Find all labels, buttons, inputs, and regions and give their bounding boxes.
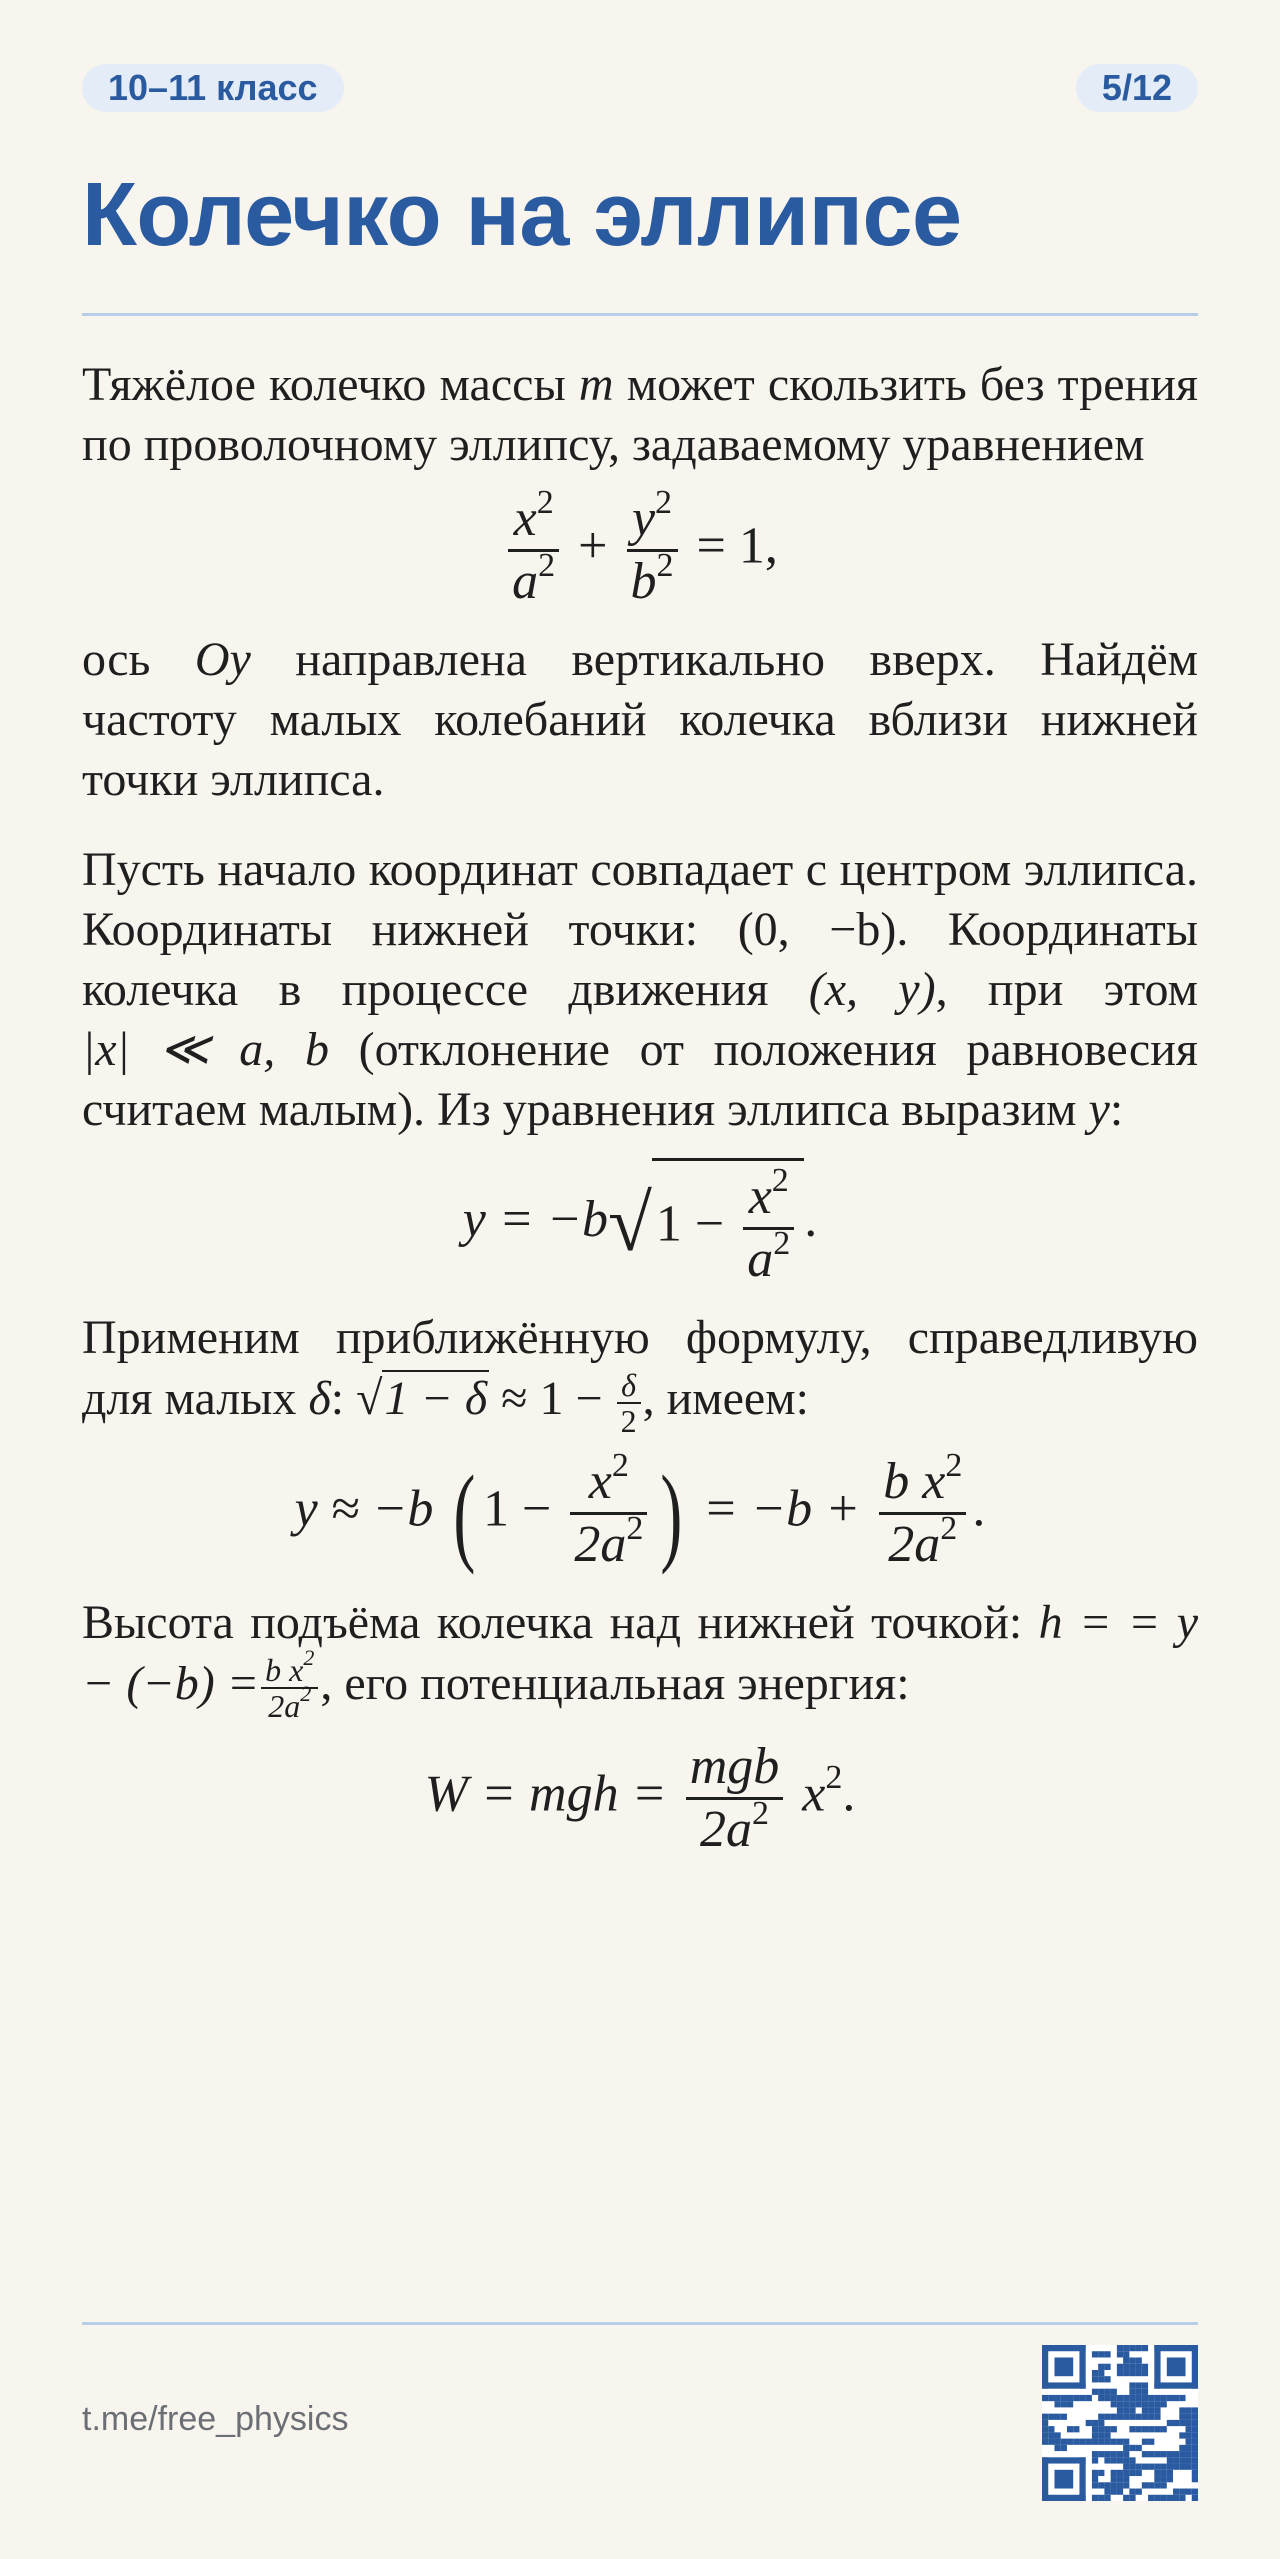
footer-divider bbox=[82, 2322, 1198, 2325]
paragraph-approximation: Применим приближённую формулу, справедливую для малых δ: √1 − δ ≈ 1 − $\frac{\delta}{2}$ , имеем: bbox=[82, 1311, 1198, 1439]
equation-y-sqrt: y = −b√1 − $\frac{x^2}{a^2}$ . bbox=[82, 1158, 1198, 1290]
sqrt-sign: √1 − $\frac{x^2}{a^2}$ bbox=[608, 1158, 804, 1290]
paragraph-coordinates: Пусть начало координат совпадает с центром эллипса. Координаты нижней точки: (0, −b). Координаты колечка в процессе движения (x, y), при этом |x| ≪ a, b (отклонение от положения равновесия считаем малым). Из уравнения эллипса выразим y: bbox=[82, 843, 1199, 1136]
fraction-x2-a2: $\frac{x^2}{a^2}$ bbox=[508, 489, 559, 612]
title-divider bbox=[82, 313, 1198, 316]
channel-link[interactable]: t.me/free_physics bbox=[82, 2400, 349, 2438]
fraction-y2-b2: $\frac{y^2}{b^2}$ bbox=[627, 489, 678, 612]
paragraph-axis: ось Oy направлена вертикально вверх. Найдём частоту малых колебаний колечка вблизи нижней точки эллипса. bbox=[82, 633, 1199, 806]
grade-badge: 10–11 класс bbox=[82, 64, 344, 112]
equation-potential-energy: W = mgh = $\frac{\text{mgb}}{2a^2}$ $x^2$. bbox=[424, 1738, 856, 1858]
page-title: Колечко на эллипсе bbox=[82, 165, 962, 265]
paragraph-intro: Тяжёлое колечко массы m может скользить без трения по проволочному эллипсу, задаваемому уравнением bbox=[82, 358, 1198, 471]
top-bar bbox=[82, 64, 1198, 112]
paragraph-height: Высота подъёма колечка над нижней точкой: h = = y − (−b) = $\frac{b x^2}{2a^2}$ , его потенциальная энергия: bbox=[82, 1596, 1198, 1724]
article-body bbox=[82, 355, 1198, 1878]
page-counter-badge: 5/12 bbox=[1076, 64, 1198, 112]
page bbox=[82, 0, 1198, 2559]
equation-y-approx: y ≈ −b ( 1 − $\frac{x^2}{2a^2}$ ) = −b + $\frac{b x^2}{2a^2}$ . bbox=[294, 1446, 986, 1575]
ellipse-equation: $\frac{x^2}{a^2}$ + $\frac{y^2}{b^2}$ = 1, bbox=[82, 489, 1198, 612]
qr-code[interactable] bbox=[1042, 2345, 1198, 2501]
